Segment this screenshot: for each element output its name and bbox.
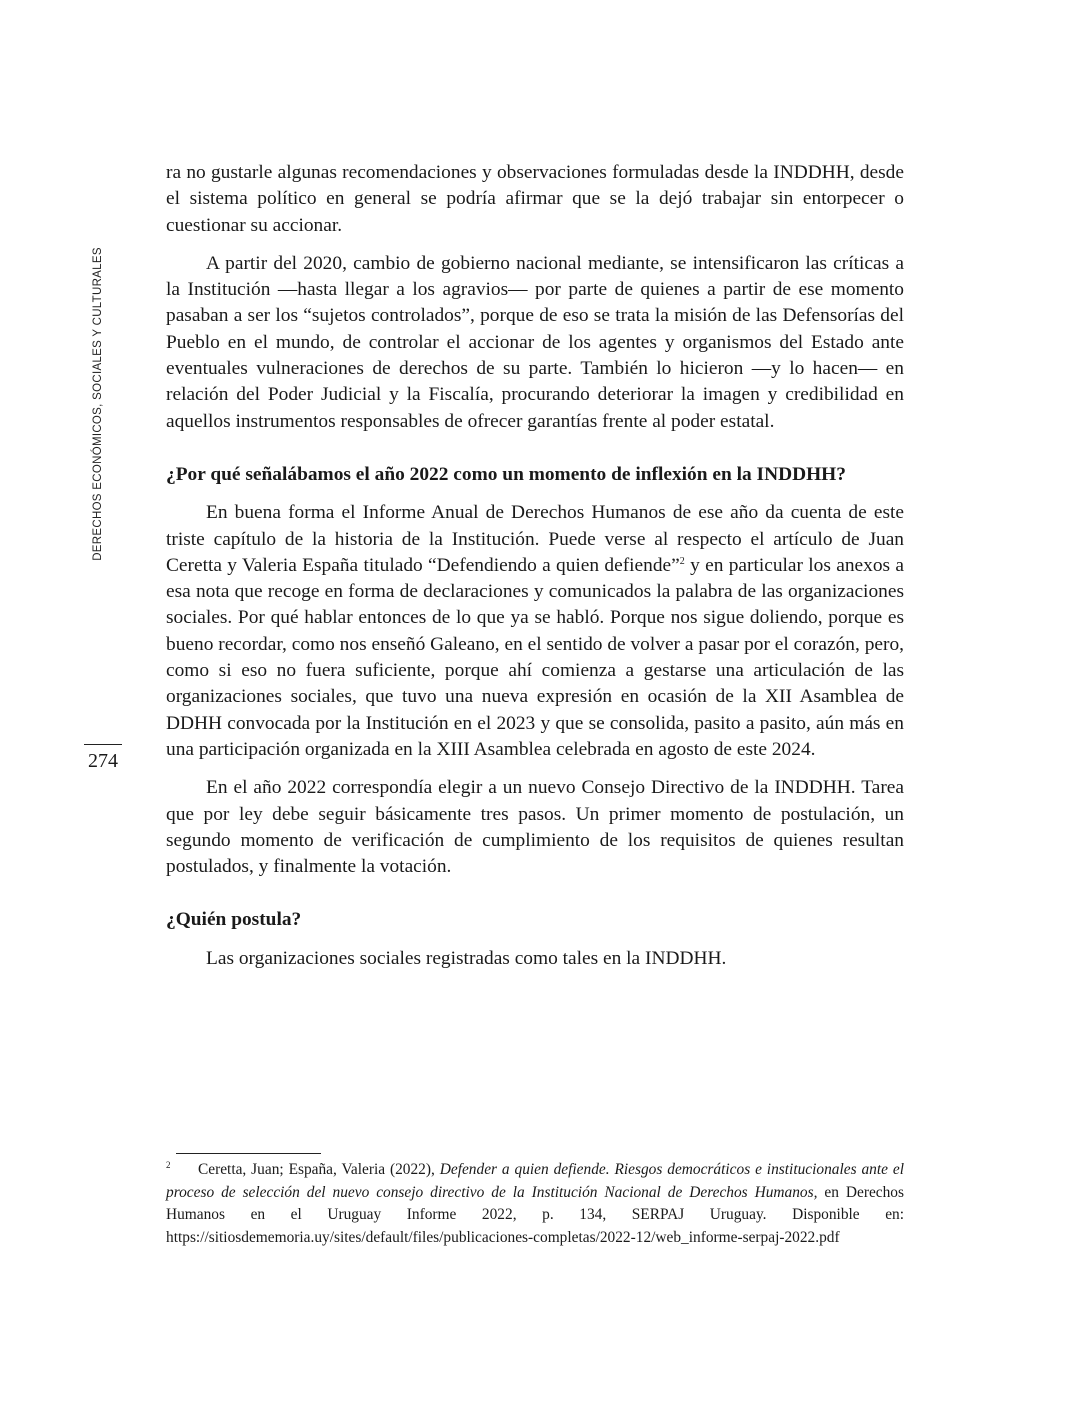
footnote-title: Defender a quien defiende. Riesgos democráticos e institucionales ante el proceso de selección del nuevo consejo directivo de la Institución Nacional de Derechos Humanos,: [166, 1161, 904, 1201]
paragraph-2: A partir del 2020, cambio de gobierno nacional mediante, se intensificaron las críticas a la Institución —hasta llegar a los agravios— por parte de quienes a partir de ese momento pasaban a ser los “sujetos controlados”, porque de eso se trata la misión de las Defensorías del Pueblo en el mundo, de controlar el accionar de los agentes y organismos del Estado ante eventuales vulneraciones de derechos de su parte. También lo hicieron —y lo hacen— en relación del Poder Judicial y la Fiscalía, procurando deteriorar la imagen y credibilidad en aquellos instrumentos responsables de ofrecer garantías frente al poder estatal.: [166, 252, 904, 432]
footnote-separator: [176, 1153, 321, 1154]
body-text: [166, 160, 904, 984]
page-number: 274: [84, 744, 122, 775]
paragraph-4: En el año 2022 correspondía elegir a un nuevo Consejo Directivo de la INDDHH. Tarea que por ley debe seguir básicamente tres pasos. Un primer momento de postulación, un segundo momento de verificación de cumplimiento de los requisitos de quienes resultan postulados, y finalmente la votación.: [166, 777, 904, 878]
paragraph-1: ra no gustarle algunas recomendaciones y observaciones formuladas desde la INDDHH, desde el sistema político en general se podría afirmar que se la dejó trabajar sin entorpecer o cuestionar su accionar.: [166, 162, 904, 236]
footnote-source: en Derechos Humanos en el Uruguay Informe 2022, p. 134, SERPAJ Uruguay. Disponible en: https://sitiosdememoria.uy/sites/default/files/publicaciones-completas/2022-12/web_informe-serpaj-2022.pdf: [166, 1183, 904, 1246]
footnote: 2 Ceretta, Juan; España, Valeria (2022), Defender a quien defiende. Riesgos democráticos e institucionales ante el proceso de selección del nuevo consejo directivo de la Institución Nacional de Derechos Humanos, en Derechos Humanos en el Uruguay Informe 2022, p. 134, SERPAJ Uruguay. Disponible en: https://sitiosdememoria.uy/sites/default/files/publicaciones-completas/2022-12/web_informe-serpaj-2022.pdf: [166, 1160, 904, 1246]
footnote-authors: Ceretta, Juan; España, Valeria (2022),: [198, 1161, 440, 1178]
paragraph-3-part-b: y en particular los anexos a esa nota que recoge en forma de declaraciones y comunicados la palabra de las organizaciones sociales. Por qué hablar entonces de lo que ya se habló. Porque nos sigue doliendo, porque es bueno recordar, como nos enseñó Galeano, en el sentido de volver a pasar por el corazón, pero, como si eso no fuera suficiente, porque ahí comienza a gestarse una articulación de las organizaciones sociales, que tuvo una nueva expresión en ocasión de la XII Asamblea de DDHH convocada por la Institución en el 2023 y que se consolida, pasito a pasito, aún más en una participación organizada en la XIII Asamblea celebrada en agosto de este 2024.: [166, 554, 905, 760]
paragraph-5: Las organizaciones sociales registradas como tales en la INDDHH.: [206, 947, 727, 969]
footnote-reference[interactable]: 2: [679, 555, 685, 567]
paragraph-3: [166, 500, 904, 763]
paragraph-3-part-a: En buena forma el Informe Anual de Derechos Humanos de ese año da cuenta de este triste capítulo de la historia de la Institución. Puede verse al respecto el artículo de Juan Ceretta y Valeria España titulado “Defendiendo a quien defiende”: [166, 502, 904, 576]
section-heading-inflexion: ¿Por qué señalábamos el año 2022 como un momento de inflexión en la INDDHH?: [166, 463, 846, 485]
section-heading-quien-postula: ¿Quién postula?: [166, 909, 302, 931]
running-head: DERECHOS ECONÓMICOS, SOCIALES Y CULTURALES: [92, 247, 104, 561]
